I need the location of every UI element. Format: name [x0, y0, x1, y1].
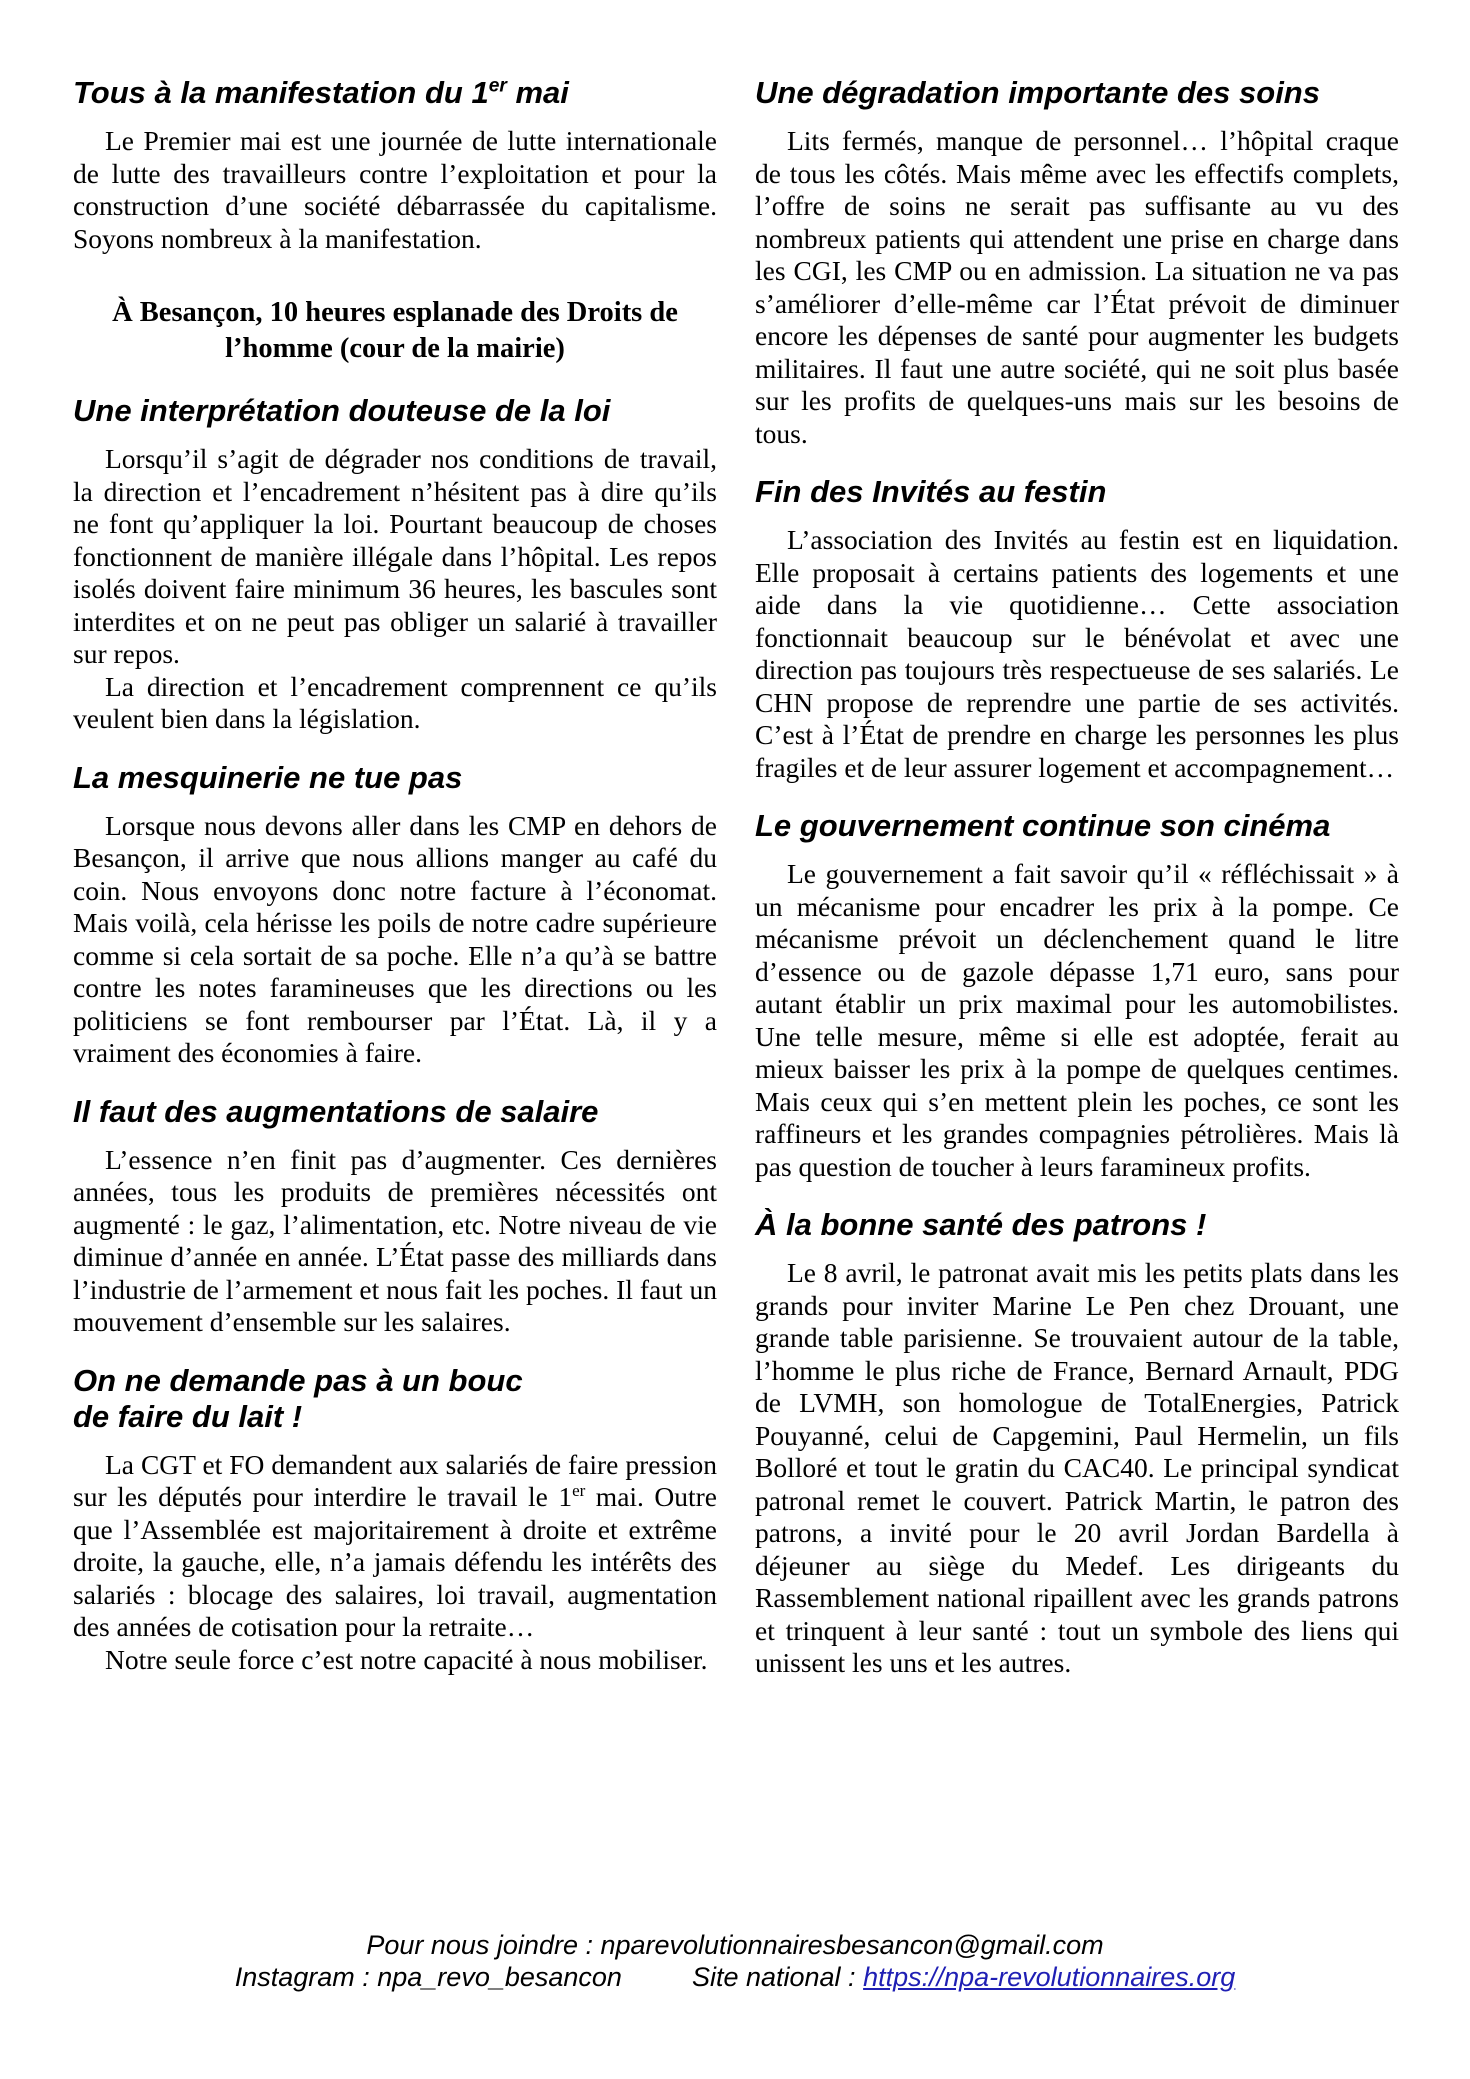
section-heading-manifestation	[73, 75, 717, 111]
section-heading-salaires: Il faut des augmentations de salaire	[73, 1093, 599, 1129]
two-column-layout	[73, 75, 1399, 1680]
paragraph-superscript: er	[572, 1480, 586, 1500]
heading-line: de faire du lait !	[73, 1398, 303, 1434]
meeting-notice	[73, 295, 717, 367]
heading-line: On ne demande pas à un bouc	[73, 1362, 523, 1398]
section-heading-patrons: À la bonne santé des patrons !	[755, 1207, 1207, 1242]
heading-text: Tous à la manifestation du 1	[73, 75, 489, 110]
heading-text: mai	[506, 75, 569, 110]
contact-footer	[0, 1929, 1470, 1993]
section-heading-mesquinerie: La mesquinerie ne tue pas	[73, 759, 463, 795]
meeting-notice-line: l’homme (cour de la mairie)	[225, 333, 565, 364]
paragraph: La direction et l’encadrement comprennent ce qu’ils veulent bien dans la législation.	[73, 670, 717, 734]
site-national-link[interactable]: https://npa-revolutionnaires.org	[863, 1962, 1236, 1992]
paragraph: Lorsqu’il s’agit de dégrader nos conditions de travail, la direction et l’encadrement n’hésitent pas à dire qu’ils ne font qu’appliquer la loi. Pourtant beaucoup de choses fonctionnent de manière illégale dans l’hôpital. Les repos isolés doivent faire minimum 36 heures, les bascules sont interdites et on ne peut pas obliger un salarié à travailler sur repos.	[73, 443, 717, 669]
paragraph	[73, 1449, 717, 1644]
paragraph: Le Premier mai est une journée de lutte internationale de lutte des travailleurs contre l’exploitation et pour la construction d’une société débarrassée du capitalisme. Soyons nombreux à la manifestation.	[73, 125, 717, 254]
paragraph-text: La CGT et FO demandent aux salariés de faire pression sur les députés pour interdire le travail le 1	[73, 1448, 717, 1512]
section-heading-interpretation: Une interprétation douteuse de la loi	[73, 393, 611, 428]
meeting-notice-line: À Besançon, 10 heures esplanade des Droits de	[112, 297, 678, 328]
heading-superscript: er	[488, 75, 507, 97]
paragraph: L’essence n’en finit pas d’augmenter. Ces dernières années, tous les produits de premières nécessités ont augmenté : le gaz, l’alimentation, etc. Notre niveau de vie diminue d’année en année. L’État passe des milliards dans l’industrie de l’armement et nous fait les poches. Il faut un mouvement d’ensemble sur les salaires.	[73, 1143, 717, 1337]
contact-social-line	[0, 1961, 1470, 1993]
paragraph: Lorsque nous devons aller dans les CMP en dehors de Besançon, il arrive que nous allions manger au café du coin. Nous envoyons donc notre facture à l’économat. Mais voilà, cela hérisse les poils de notre cadre supérieure comme si cela sortait de sa poche. Elle n’a qu’à se battre contre les notes faramineuses que les directions ou les politiciens se font rembourser par l’État. Là, il y a vraiment des économies à faire.	[73, 809, 717, 1068]
paragraph: L’association des Invités au festin est en liquidation. Elle proposait à certains patients des logements et une aide dans la vie quotidienne… Cette association fonctionnait beaucoup sur le bénévolat et avec une direction pas toujours très respectueuse de ses salariés. Le CHN propose de reprendre une partie de ses activités. C’est à l’État de prendre en charge les personnes les plus fragiles et de leur assurer logement et accompagnement…	[755, 524, 1399, 783]
right-column	[755, 75, 1399, 1680]
section-heading-bouc	[73, 1363, 717, 1435]
paragraph-text: mai. Outre que l’Assemblée est majoritairement à droite et extrême droite, la gauche, elle, n’a jamais défendu les intérêts des salariés : blocage des salaires, loi travail, augmentation des années de cotisation pour la retraite…	[73, 1481, 717, 1642]
contact-email-line: Pour nous joindre : nparevolutionnairesbesancon@gmail.com	[366, 1930, 1104, 1960]
section-heading-gouvernement: Le gouvernement continue son cinéma	[755, 808, 1331, 843]
section-heading-degradation: Une dégradation importante des soins	[755, 75, 1320, 110]
site-national	[692, 1961, 1235, 1993]
paragraph: Le gouvernement a fait savoir qu’il « réfléchissait » à un mécanisme pour encadrer les prix à la pompe. Ce mécanisme prévoit un déclenchement quand le litre d’essence ou de gazole dépasse 1,71 euro, sans pour autant établir un prix maximal pour les automobilistes. Une telle mesure, même si elle est adoptée, ferait au mieux baisser les prix à la pompe de quelques centimes. Mais ceux qui s’en mettent plein les poches, ce sont les raffineurs et les grandes compagnies pétrolières. Mais là pas question de toucher à leurs faramineux profits.	[755, 858, 1399, 1182]
instagram-handle: Instagram : npa_revo_besancon	[234, 1962, 622, 1992]
paragraph: Notre seule force c’est notre capacité à nous mobiliser.	[105, 1643, 708, 1675]
paragraph: Le 8 avril, le patronat avait mis les petits plats dans les grands pour inviter Marine Le Pen chez Drouant, une grande table parisienne. Se trouvaient autour de la table, l’homme le plus riche de France, Bernard Arnault, PDG de LVMH, son homologue de TotalEnergies, Patrick Pouyanné, celui de Capgemini, Paul Hermelin, un fils Bolloré et tout le gratin du CAC40. Le principal syndicat patronal remet le couvert. Patrick Martin, le patron des patrons, a invité pour le 20 avril Jordan Bardella à déjeuner au siège du Medef. Les dirigeants du Rassemblement national ripaillent avec les grands patrons et trinquent à leur santé : tout un symbole des liens qui unissent les uns et les autres.	[755, 1257, 1399, 1678]
paragraph: Lits fermés, manque de personnel… l’hôpital craque de tous les côtés. Mais même avec les effectifs complets, l’offre de soins ne serait pas suffisante au vu des nombreux patients qui attendent une prise en charge dans les CGI, les CMP ou en admission. La situation ne va pas s’améliorer d’elle-même car l’État prévoit de diminuer encore les dépenses de santé pour augmenter les budgets militaires. Il faut une autre société, qui ne soit plus basée sur les profits de quelques-uns mais sur les besoins de tous.	[755, 125, 1399, 449]
site-label: Site national :	[691, 1962, 864, 1992]
section-heading-invites: Fin des Invités au festin	[755, 474, 1107, 509]
left-column	[73, 75, 717, 1680]
